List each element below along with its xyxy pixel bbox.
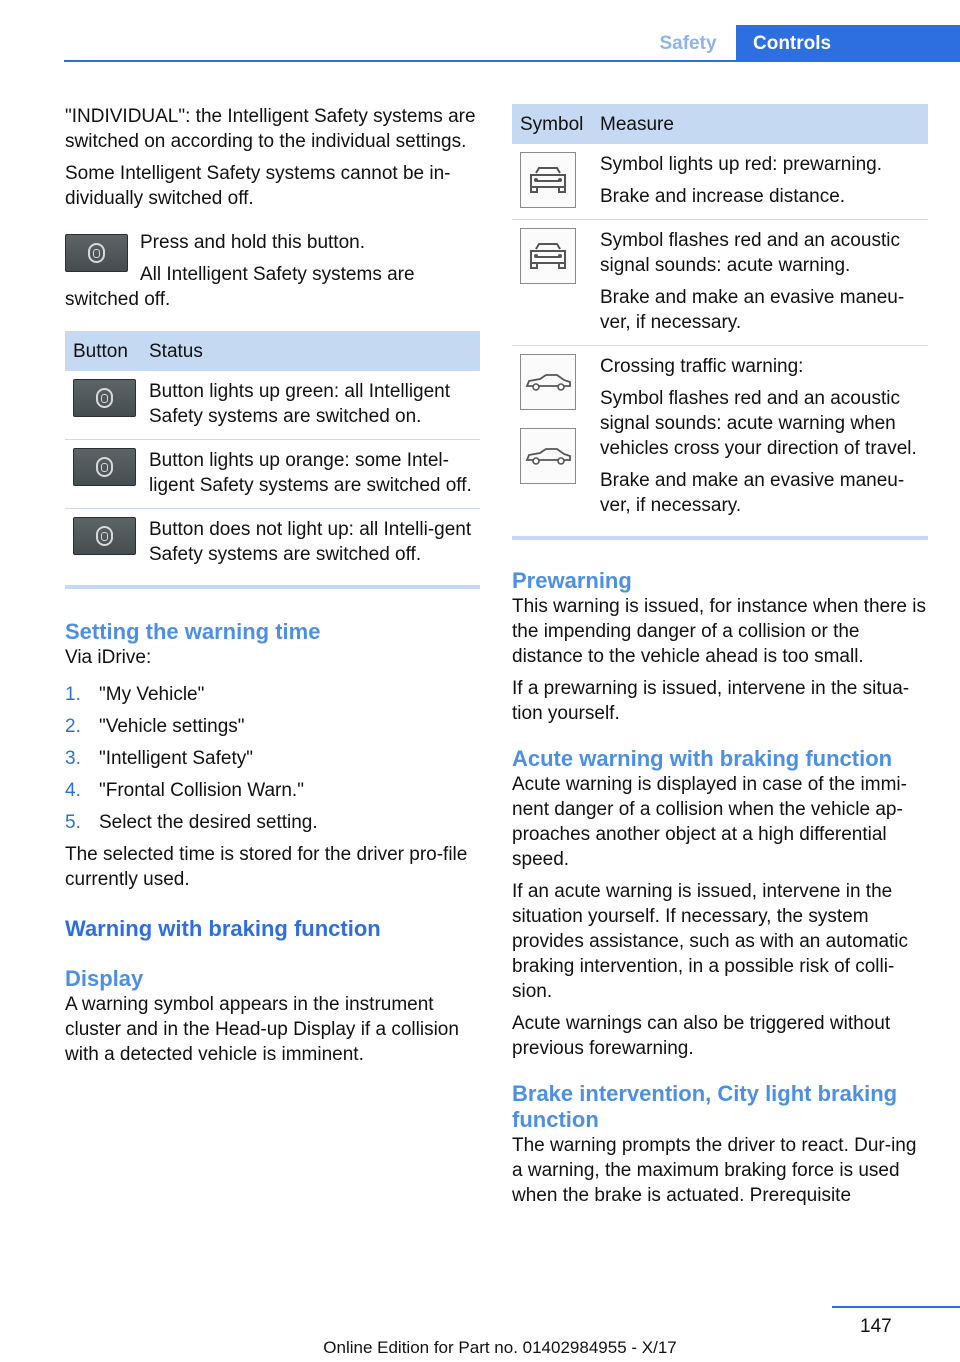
left-column xyxy=(65,104,480,1074)
measure-text: Symbol lights up red: prewarning. xyxy=(600,154,882,175)
steps-list xyxy=(65,682,480,835)
table-row xyxy=(65,509,480,588)
intelligent-safety-button-icon xyxy=(65,234,128,272)
measure-text: Symbol flashes red and an acoustic signal sounds: acute warning. xyxy=(600,230,900,276)
header-tab-safety[interactable]: Safety xyxy=(659,33,717,54)
list-item: 3. "Intelligent Safety" xyxy=(65,748,253,769)
prewarning-heading: Prewarning xyxy=(512,568,632,593)
car-front-icon xyxy=(520,228,576,284)
list-item: 2. "Vehicle settings" xyxy=(65,716,245,737)
list-item: 5. Select the desired setting. xyxy=(65,812,318,833)
stored-time-text: The selected time is stored for the driver pro‐file currently used. xyxy=(65,844,468,890)
safety-button-green-icon xyxy=(73,379,136,417)
list-item: 4. "Frontal Collision Warn." xyxy=(65,780,304,801)
prewarning-paragraph: If a prewarning is issued, intervene in the situa‐tion yourself. xyxy=(512,678,910,724)
status-cell: Button lights up green: all Intelligent Safety systems are switched on. xyxy=(141,371,480,440)
column-header-symbol: Symbol xyxy=(512,104,592,144)
prewarning-paragraph: This warning is issued, for instance when there is the impending danger of a collision or the distance to the vehicle ahead is too small. xyxy=(512,596,926,667)
table-header-row xyxy=(512,104,928,144)
status-cell: Button does not light up: all Intelli‐gent Safety systems are switched off. xyxy=(141,509,480,588)
right-column xyxy=(512,104,928,1215)
measure-text: Brake and make an evasive maneu‐ver, if necessary. xyxy=(600,470,905,516)
braking-function-heading: Warning with braking function xyxy=(65,916,381,941)
column-header-status: Status xyxy=(141,331,480,371)
measure-text: Brake and make an evasive maneu‐ver, if necessary. xyxy=(600,287,905,333)
symbol-measure-table xyxy=(512,104,928,540)
car-side-icon xyxy=(520,354,576,410)
safety-button-orange-icon xyxy=(73,448,136,486)
edition-footer: Online Edition for Part no. 01402984955 - X/17 xyxy=(323,1338,677,1357)
table-row xyxy=(65,371,480,440)
press-button-instruction xyxy=(65,225,480,312)
measure-text: Brake and increase distance. xyxy=(600,186,846,207)
not-switchable-paragraph: Some Intelligent Safety systems cannot be in‐dividually switched off. xyxy=(65,163,451,209)
acute-paragraph: Acute warnings can also be triggered without previous forewarning. xyxy=(512,1013,891,1059)
individual-paragraph: "INDIVIDUAL": the Intelligent Safety systems are switched on according to the individual settings. xyxy=(65,106,476,152)
page-number-rule xyxy=(832,1306,960,1308)
measure-text: Crossing traffic warning: xyxy=(600,356,804,377)
display-paragraph: A warning symbol appears in the instrument cluster and in the Head-up Display if a collision with a detected vehicle is imminent. xyxy=(65,994,459,1065)
list-item: 1. "My Vehicle" xyxy=(65,684,205,705)
page-number: 147 xyxy=(860,1316,892,1337)
switched-off-text: switched off. xyxy=(65,289,171,310)
button-status-table xyxy=(65,331,480,589)
all-off-text: All Intelligent Safety systems are xyxy=(140,264,415,285)
safety-button-off-icon xyxy=(73,517,136,555)
column-header-button: Button xyxy=(65,331,141,371)
display-heading: Display xyxy=(65,966,144,991)
acute-paragraph: Acute warning is displayed in case of the immi‐nent danger of a collision when the vehicle ap‐proaches another object at a high differential speed. xyxy=(512,774,907,870)
header-tab-controls[interactable]: Controls xyxy=(736,25,960,62)
acute-warning-heading: Acute warning with braking function xyxy=(512,746,893,771)
car-front-icon xyxy=(520,152,576,208)
column-header-measure: Measure xyxy=(592,104,928,144)
brake-paragraph: The warning prompts the driver to react. Dur‐ing a warning, the maximum braking force is used when the brake is actuated. Prerequisite xyxy=(512,1135,917,1206)
table-row xyxy=(65,440,480,509)
press-hold-text: Press and hold this button. xyxy=(140,232,365,253)
table-row xyxy=(512,346,928,539)
acute-paragraph: If an acute warning is issued, intervene in the situation yourself. If necessary, the system provides assistance, such as with an automatic braking intervention, in a possible risk of colli‐sion. xyxy=(512,881,909,1002)
table-row xyxy=(512,220,928,346)
status-cell: Button lights up orange: some Intel‐ligent Safety systems are switched off. xyxy=(141,440,480,509)
table-row xyxy=(512,144,928,220)
header-rule xyxy=(64,60,960,62)
warning-time-heading: Setting the warning time xyxy=(65,619,321,644)
measure-text: Symbol flashes red and an acoustic signal sounds: acute warning when vehicles cross your direction of travel. xyxy=(600,388,917,459)
via-idrive-text: Via iDrive: xyxy=(65,647,152,668)
car-side-icon xyxy=(520,428,576,484)
table-header-row xyxy=(65,331,480,371)
brake-intervention-heading: Brake intervention, City light braking function xyxy=(512,1081,898,1132)
